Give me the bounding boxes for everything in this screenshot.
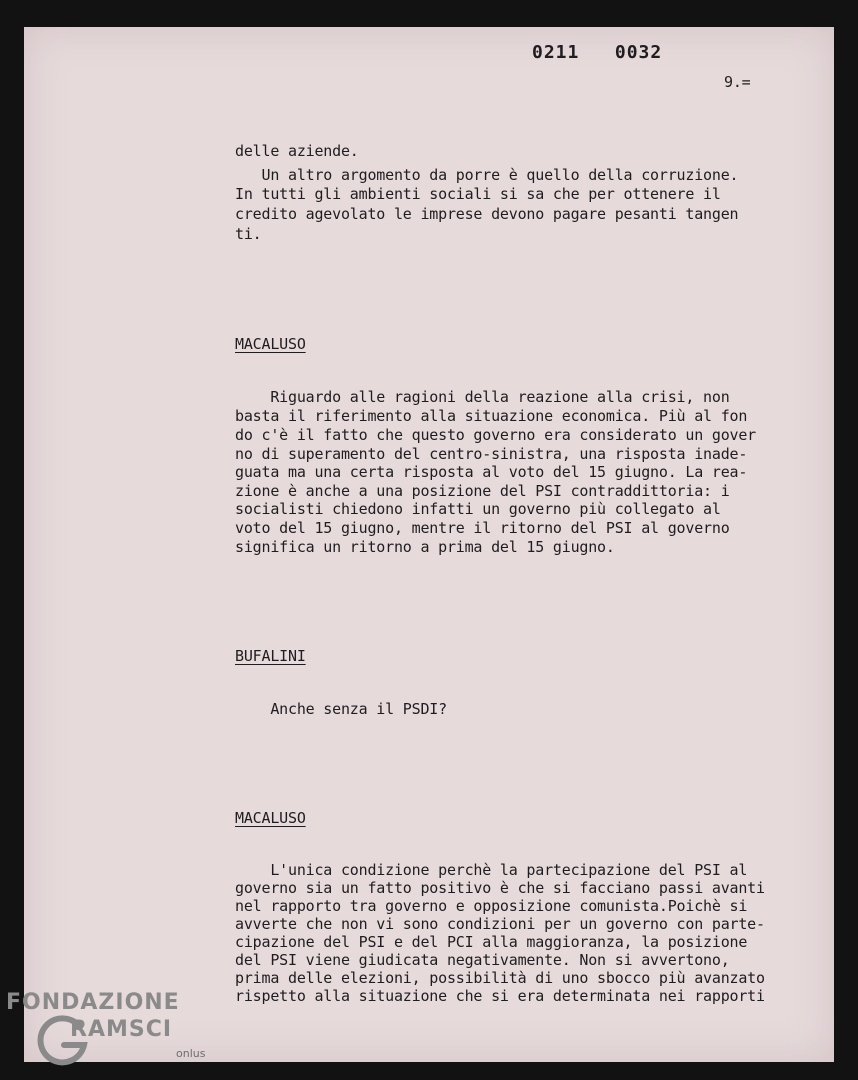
- fondazione-gramsci-watermark: [0, 985, 230, 1080]
- watermark-line-1: FONDAZIONE: [6, 990, 180, 1015]
- text-line: cipazione del PSI e del PCI alla maggioranza, la posizione: [235, 933, 748, 951]
- text-line: avverte che non vi sono condizioni per un governo con parte-: [235, 915, 765, 933]
- text-line: rispetto alla situazione che si era determinata nei rapporti: [235, 987, 765, 1005]
- text-line: guata ma una certa risposta al voto del 15 giugno. La rea-: [235, 463, 748, 481]
- speaker-heading: BUFALINI: [235, 647, 306, 665]
- text-line: L'unica condizione perchè la partecipazione del PSI al: [235, 861, 748, 879]
- text-line: nel rapporto tra governo e opposizione comunista.Poichè si: [235, 897, 748, 915]
- document-number: 0211 0032: [532, 42, 663, 63]
- text-line: do c'è il fatto che questo governo era considerato un gover: [235, 426, 757, 444]
- text-line: no di superamento del centro-sinistra, una risposta inade-: [235, 445, 748, 463]
- text-line: Riguardo alle ragioni della reazione alla crisi, non: [235, 388, 730, 406]
- text-line: prima delle elezioni, possibilità di uno sbocco più avanzato: [235, 969, 765, 987]
- speaker-heading: MACALUSO: [235, 809, 306, 827]
- text-line: governo sia un fatto positivo è che si facciano passi avanti: [235, 879, 765, 897]
- text-line: significa un ritorno a prima del 15 giugno.: [235, 538, 615, 556]
- text-line: Un altro argomento da porre è quello della corruzione.: [235, 166, 739, 184]
- text-line: basta il riferimento alla situazione economica. Più al fon: [235, 407, 748, 425]
- text-line: delle aziende.: [235, 142, 359, 160]
- text-line: In tutti gli ambienti sociali si sa che per ottenere il: [235, 185, 721, 203]
- text-line: credito agevolato le imprese devono pagare pesanti tangen: [235, 205, 739, 223]
- watermark-line-2: RAMSCI: [70, 1017, 173, 1042]
- page-number: 9.=: [724, 73, 751, 91]
- watermark-suffix: onlus: [176, 1047, 206, 1060]
- text-line: socialisti chiedono infatti un governo più collegato al: [235, 500, 721, 518]
- text-line: Anche senza il PSDI?: [235, 700, 447, 718]
- text-line: ti.: [235, 225, 262, 243]
- speaker-heading: MACALUSO: [235, 335, 306, 353]
- text-line: zione è anche a una posizione del PSI contraddittoria: i: [235, 482, 730, 500]
- text-line: voto del 15 giugno, mentre il ritorno del PSI al governo: [235, 519, 730, 537]
- text-line: del PSI viene giudicata negativamente. Non si avvertono,: [235, 951, 730, 969]
